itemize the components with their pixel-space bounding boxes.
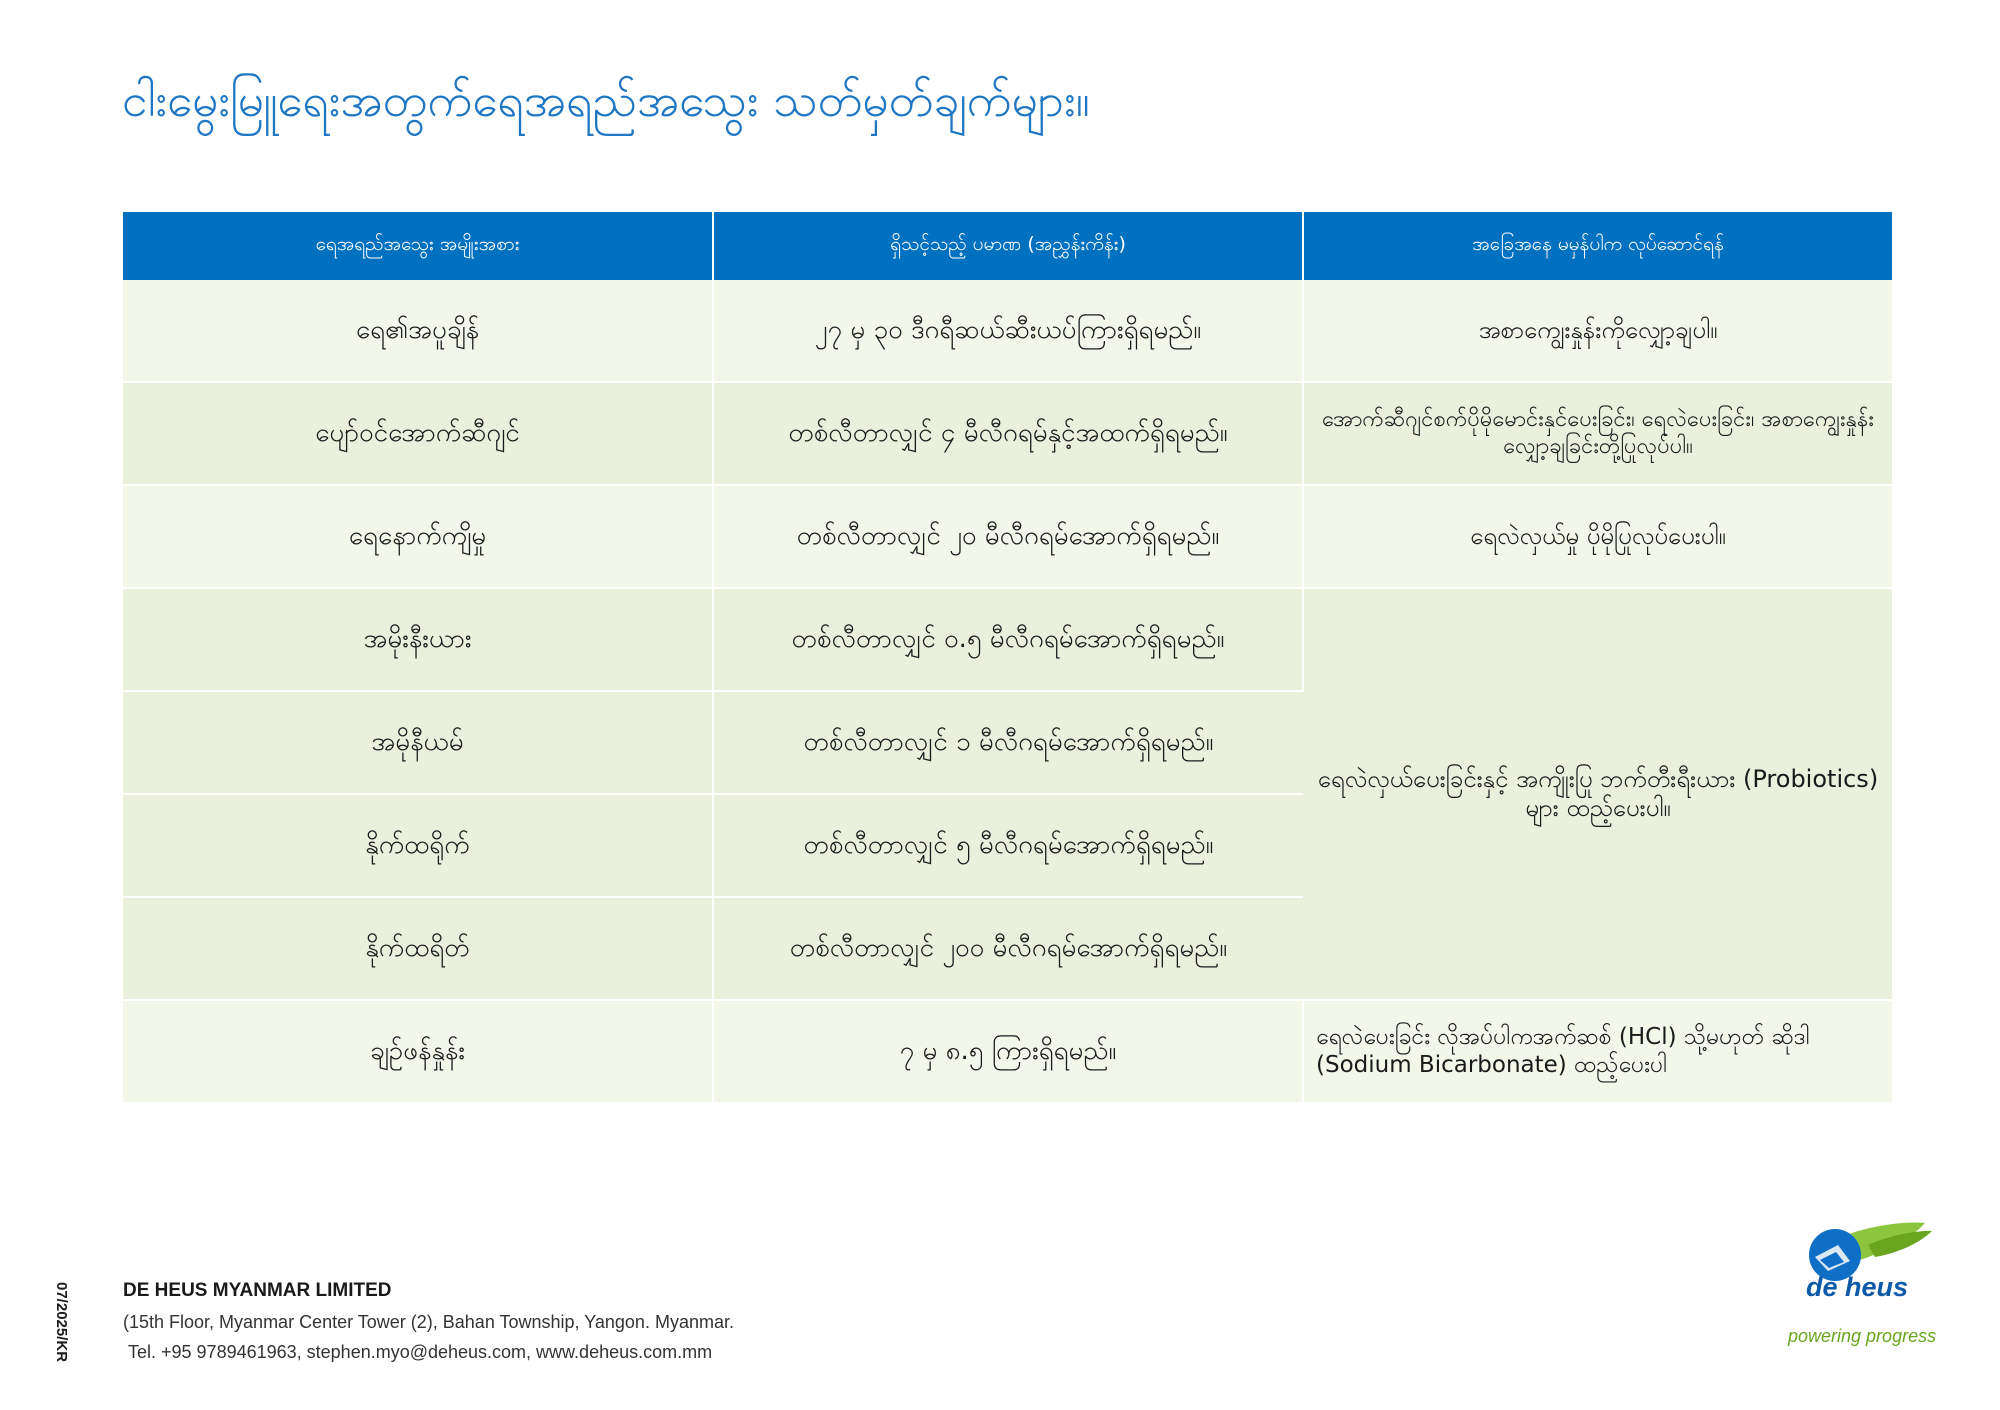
doc-code: 07/2025/KR bbox=[53, 1282, 70, 1363]
water-quality-table bbox=[123, 212, 1892, 1104]
company-name: DE HEUS MYANMAR LIMITED bbox=[123, 1280, 392, 1301]
parameter-cell: ပျော်ဝင်အောက်ဆီဂျင် bbox=[123, 382, 713, 485]
table-row bbox=[123, 280, 1892, 382]
header-parameter: ရေအရည်အသွေး အမျိုးအစား bbox=[123, 212, 713, 280]
logo-brand-text: de heus bbox=[1806, 1272, 1909, 1302]
range-cell: ၂၇ မှ ၃၀ ဒီဂရီဆယ်ဆီးယပ်ကြားရှိရမည်။ bbox=[713, 280, 1303, 382]
table-row bbox=[123, 382, 1892, 485]
company-contact: Tel. +95 9789461963, stephen.myo@deheus.com, www.deheus.com.mm bbox=[128, 1342, 713, 1362]
table-row bbox=[123, 485, 1892, 588]
header-optimal-range: ရှိသင့်သည့် ပမာဏ (အညွှန်းကိန်း) bbox=[713, 212, 1303, 280]
parameter-cell: ရေနောက်ကျိမှု bbox=[123, 485, 713, 588]
action-cell: အောက်ဆီဂျင်စက်ပိုမိုမောင်းနှင်ပေးခြင်း၊ ရေလဲပေးခြင်း၊ အစာကျွေးနှုန်းလျှော့ချခြင်းတို့ပြုလုပ်ပါ။ bbox=[1303, 382, 1892, 485]
company-address: (15th Floor, Myanmar Center Tower (2), Bahan Township, Yangon. Myanmar. bbox=[123, 1312, 734, 1332]
range-cell: တစ်လီတာလျှင် ၂၀ မီလီဂရမ်အောက်ရှိရမည်။ bbox=[713, 485, 1303, 588]
range-cell: တစ်လီတာလျှင် ၁ မီလီဂရမ်အောက်ရှိရမည်။ bbox=[713, 691, 1303, 794]
action-cell: ရေလဲလှယ်မှု ပိုမိုပြုလုပ်ပေးပါ။ bbox=[1303, 485, 1892, 588]
range-cell: တစ်လီတာလျှင် ၄ မီလီဂရမ်နှင့်အထက်ရှိရမည်။ bbox=[713, 382, 1303, 485]
parameter-cell: အမိုးနီးယား bbox=[123, 588, 713, 691]
range-cell: တစ်လီတာလျှင် ၅ မီလီဂရမ်အောက်ရှိရမည်။ bbox=[713, 794, 1303, 897]
merged-action-cell: ရေလဲလှယ်ပေးခြင်းနှင့် အကျိုးပြု ဘက်တီးရီးယား (Probiotics) များ ထည့်ပေးပါ။ bbox=[1303, 588, 1892, 1000]
action-cell: ရေလဲပေးခြင်း လိုအပ်ပါကအက်ဆစ် (HCl) သို့မဟုတ် ဆိုဒါ (Sodium Bicarbonate) ထည့်ပေးပါ bbox=[1303, 1000, 1892, 1103]
range-cell: ၇ မှ ၈.၅ ကြားရှိရမည်။ bbox=[713, 1000, 1303, 1103]
range-cell: တစ်လီတာလျှင် ၂၀၀ မီလီဂရမ်အောက်ရှိရမည်။ bbox=[713, 897, 1303, 1000]
parameter-cell: ရေ၏အပူချိန် bbox=[123, 280, 713, 382]
table-header-row bbox=[123, 212, 1892, 280]
range-cell: တစ်လီတာလျှင် ၀.၅ မီလီဂရမ်အောက်ရှိရမည်။ bbox=[713, 588, 1303, 691]
page-title: ငါးမွေးမြူရေးအတွက်ရေအရည်အသွေး သတ်မှတ်ချက်များ။ bbox=[122, 73, 1090, 127]
header-corrective-action: အခြေအနေ မမှန်ပါက လုပ်ဆောင်ရန် bbox=[1303, 212, 1892, 280]
logo-tagline: powering progress bbox=[1788, 1326, 1937, 1346]
parameter-cell: နိုက်ထရိတ် bbox=[123, 897, 713, 1000]
table-row bbox=[123, 1000, 1892, 1103]
action-cell: အစာကျွေးနှုန်းကိုလျှော့ချပါ။ bbox=[1303, 280, 1892, 382]
parameter-cell: နိုက်ထရိုက် bbox=[123, 794, 713, 897]
parameter-cell: ချဉ်ဖန်နှုန်း bbox=[123, 1000, 713, 1103]
table-row bbox=[123, 588, 1892, 691]
parameter-cell: အမိုနီယမ် bbox=[123, 691, 713, 794]
